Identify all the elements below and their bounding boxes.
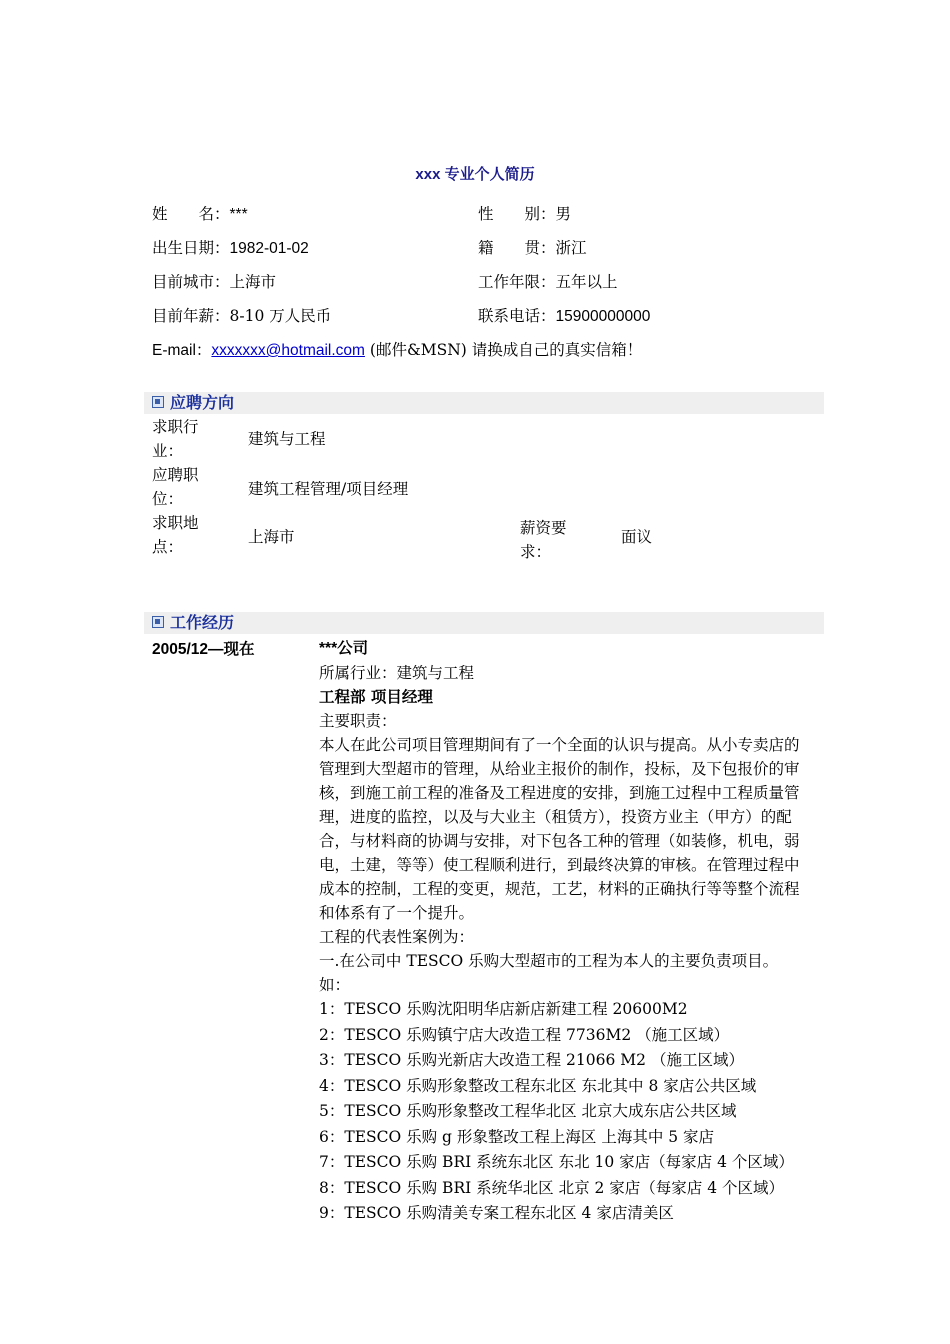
- position-label: 应聘职位：: [152, 466, 199, 508]
- years-row: [478, 271, 618, 293]
- list-item: 6：TESCO 乐购 g 形象整改工程上海区 上海其中 5 家店: [319, 1127, 715, 1146]
- section-title: 工作经历: [170, 613, 235, 632]
- gender-row: [478, 203, 571, 225]
- origin-row: [478, 237, 587, 259]
- salary-value: 8-10 万人民币: [229, 307, 332, 325]
- list-item: 3：TESCO 乐购光新店大改造工程 21066 M2 （施工区域）: [319, 1051, 744, 1069]
- industry-label: 求职行业：: [152, 418, 199, 460]
- section-bullet-icon: [152, 396, 164, 408]
- origin-label: 籍 贯：: [478, 239, 556, 257]
- phone-value: 15900000000: [555, 308, 651, 325]
- duties-description: 本人在此公司项目管理期间有了一个全面的认识与提高。从小专卖店的管理到大型超市的管理，从给业主报价的制作，投标，及下包报价的审核，到施工前工程的准备及工程进度的安排，到施工过程中工程质量管理，进度的监控，以及与大业主（租赁方），投资方业主（甲方）的配合，与材料商的协调与安排，对下包各工种的管理（如装修，机电，弱电，土建，等等）使工程顺利进行，到最终决算的审核。在管理过程中成本的控制，工程的变更，规范，工艺，材料的正确执行等等整个流程和体系有了一个提升。: [319, 736, 800, 922]
- name-value: ***: [229, 206, 248, 223]
- industry-value: 建筑与工程: [248, 430, 326, 448]
- expected-salary-label: 薪资要求：: [520, 519, 567, 561]
- case-intro: 一.在公司中 TESCO 乐购大型超市的工程为本人的主要负责项目。如：: [319, 952, 779, 994]
- list-item: 4：TESCO 乐购形象整改工程东北区 东北其中 8 家店公共区域: [319, 1076, 757, 1095]
- origin-value: 浙江: [555, 239, 587, 257]
- list-item: 9：TESCO 乐购清美专案工程东北区 4 家店清美区: [319, 1204, 674, 1222]
- company-name: ***公司: [319, 640, 369, 657]
- email-note: (邮件&MSN) 请换成自己的真实信箱！: [364, 341, 643, 359]
- salary-row: [152, 305, 331, 327]
- salary-label: 目前年薪：: [152, 307, 230, 325]
- years-label: 工作年限：: [478, 273, 556, 291]
- list-item: 2：TESCO 乐购镇宁店大改造工程 7736M2 （施工区域）: [319, 1025, 730, 1044]
- phone-label: 联系电话：: [478, 307, 556, 325]
- expected-salary-value: 面议: [621, 528, 653, 546]
- section-work-experience: [144, 612, 824, 634]
- city-row: [152, 271, 276, 293]
- name-row: [152, 203, 248, 226]
- email-row: [152, 338, 642, 360]
- email-link[interactable]: xxxxxxx@hotmail.com: [211, 342, 365, 359]
- section-job-target: [144, 392, 824, 414]
- list-item: 7：TESCO 乐购 BRI 系统东北区 东北 10 家店（每家店 4 个区域）: [319, 1153, 794, 1171]
- work-period: 2005/12—现在: [152, 641, 255, 658]
- birth-row: [152, 237, 309, 260]
- page-title: xxx 专业个人简历: [415, 166, 535, 183]
- company-industry: 所属行业：建筑与工程: [319, 664, 475, 682]
- email-label: E-mail：: [152, 342, 212, 359]
- duties-label: 主要职责：: [319, 712, 397, 730]
- position-value: 建筑工程管理/项目经理: [248, 480, 409, 498]
- section-bullet-icon: [152, 616, 164, 628]
- phone-row: [478, 305, 650, 328]
- city-value: 上海市: [229, 273, 277, 291]
- years-value: 五年以上: [555, 273, 618, 291]
- name-label: 姓 名：: [152, 205, 230, 223]
- birth-label: 出生日期：: [152, 239, 230, 257]
- location-value: 上海市: [248, 528, 295, 546]
- city-label: 目前城市：: [152, 273, 230, 291]
- list-item: 5：TESCO 乐购形象整改工程华北区 北京大成东店公共区域: [319, 1102, 737, 1120]
- list-item: 1：TESCO 乐购沈阳明华店新店新建工程 20600M2: [319, 1000, 688, 1018]
- case-list: [319, 997, 809, 1227]
- list-item: 8：TESCO 乐购 BRI 系统华北区 北京 2 家店（每家店 4 个区域）: [319, 1178, 785, 1197]
- gender-value: 男: [555, 205, 572, 223]
- birth-value: 1982-01-02: [229, 240, 309, 257]
- work-entry: [319, 637, 809, 1227]
- gender-label: 性 别：: [478, 205, 556, 223]
- cases-label: 工程的代表性案例为：: [319, 928, 475, 946]
- location-label: 求职地点：: [152, 514, 199, 556]
- section-title: 应聘方向: [170, 393, 235, 412]
- dept-role: 工程部 项目经理: [319, 687, 433, 706]
